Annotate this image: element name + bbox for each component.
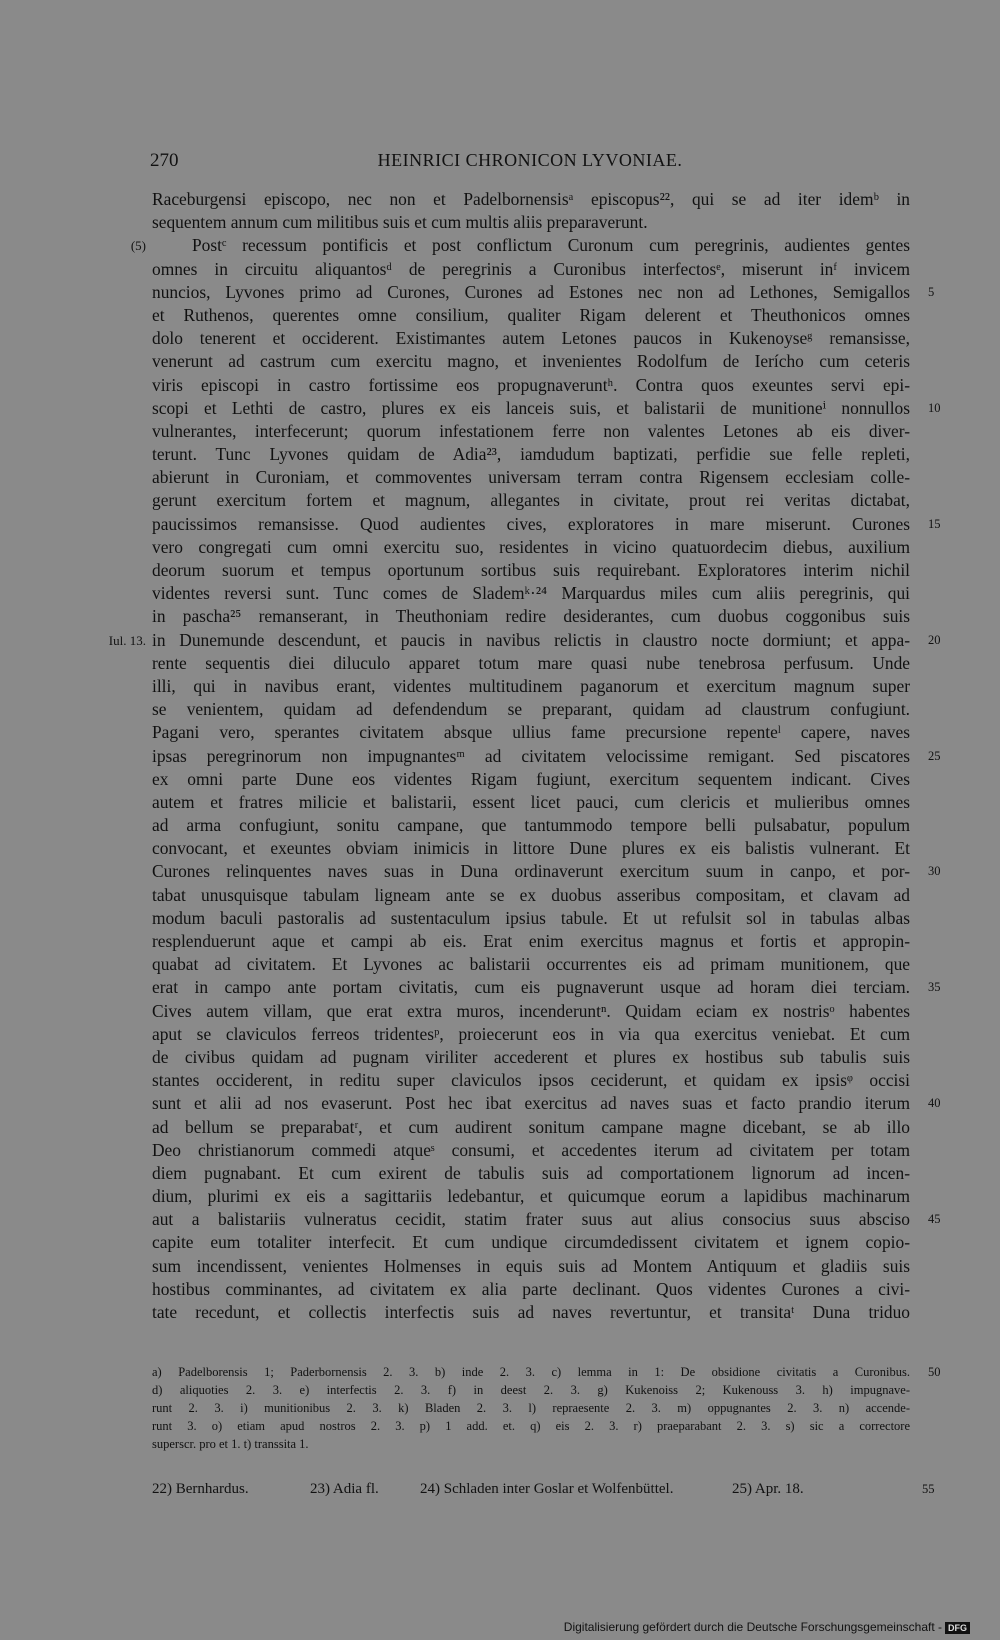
line-number: 15 bbox=[928, 516, 941, 531]
line-text: viris episcopi in castro fortissime eos propugnaveruntʰ. Contra quos exeuntes servi epi- bbox=[152, 374, 910, 395]
line-text: capite eum totaliter interfecit. Et cum undique circumdedissent civitatem et ignem copio- bbox=[152, 1232, 910, 1253]
page-header bbox=[150, 150, 910, 174]
text-line bbox=[152, 930, 910, 953]
line-number: 20 bbox=[928, 632, 941, 647]
text-line bbox=[130, 234, 910, 257]
line-number: 30 bbox=[928, 864, 941, 879]
apparatus-line bbox=[152, 1435, 910, 1453]
line-text: paucissimos remansisse. Quod audientes cives, exploratores in mare miserunt. Curones bbox=[152, 513, 910, 534]
text-line bbox=[152, 884, 910, 907]
line-text: hostibus comminantes, ad civitatem ex alia parte declinant. Quos videntes Curones a civi- bbox=[152, 1278, 910, 1299]
line-text: Deo christianorum commedi atqueˢ consumi, et accedentes iterum ad civitatem per totam bbox=[152, 1139, 910, 1160]
text-line bbox=[152, 559, 910, 582]
credit-text: Digitalisierung gefördert durch die Deutsche Forschungsgemeinschaft - bbox=[563, 1620, 942, 1634]
line-text: modum baculi pastoralis ad sustentaculum ipsius tabule. Et ut refulsit sol in tabulas albas bbox=[152, 907, 910, 928]
line-text: stantes occiderent, in reditu super claviculos ipsos ceciderunt, et quidam ex ipsisᵠ occisi bbox=[152, 1070, 910, 1091]
line-text: tabat unusquisque tabulam ligneam ante se ex duobus asseribus compositam, et clavam ad bbox=[152, 884, 910, 905]
text-line bbox=[152, 1139, 910, 1162]
line-text: Pagani vero, sperantes civitatem absque ullius fame precursione repenteˡ capere, naves bbox=[152, 722, 910, 743]
text-line bbox=[152, 1255, 910, 1278]
line-text: omnes in circuitu aliquantosᵈ de peregrinis a Curonibus interfectosᵉ, miserunt inᶠ invicem bbox=[152, 258, 910, 279]
text-line bbox=[152, 1092, 941, 1115]
line-text: nuncios, Lyvones primo ad Curones, Curones ad Estones nec non ad Lethones, Semigallos bbox=[152, 281, 910, 302]
line-text: sunt et alii ad nos evaserunt. Post hec ibat exercitus ad naves suas et facto prandio iterum bbox=[152, 1093, 910, 1114]
text-line bbox=[152, 536, 910, 559]
footnotes bbox=[152, 1479, 935, 1499]
text-line bbox=[152, 188, 910, 211]
digitization-credit bbox=[564, 1620, 970, 1634]
main-text bbox=[108, 188, 941, 1324]
line-text: rente sequentis diei diluculo apparet totum mare quasi nube tenebrosa perfusum. Unde bbox=[152, 652, 910, 673]
line-text: dium, plurimi ex eis a sagittariis ledebantur, et quicumque eorum a lapidibus machinarum bbox=[152, 1186, 910, 1207]
text-line bbox=[152, 258, 910, 281]
text-line bbox=[152, 675, 910, 698]
footnote-22: 22) Bernhardus. bbox=[152, 1481, 249, 1497]
text-line bbox=[152, 374, 910, 397]
footnote-23: 23) Adia fl. bbox=[310, 1481, 379, 1497]
line-text: scopi et Lethti de castro, plures ex eis lanceis suis, et balistarii de munitioneⁱ nonnullos bbox=[152, 397, 910, 418]
line-number: 5 bbox=[928, 284, 935, 299]
line-text: Raceburgensi episcopo, nec non et Padelbornensisᵃ episcopus²², qui se ad iter idemᵇ in bbox=[152, 189, 910, 209]
line-text: tate recedunt, et collectis interfectis suis ad naves revertuntur, et transitaᵗ Duna triduo bbox=[152, 1302, 910, 1322]
text-line bbox=[152, 652, 910, 675]
text-line bbox=[152, 466, 910, 489]
text-line bbox=[152, 397, 941, 420]
text-line bbox=[152, 304, 910, 327]
footnote-24: 24) Schladen inter Goslar et Wolfenbüttel. bbox=[420, 1481, 674, 1497]
dfg-logo: DFG bbox=[945, 1622, 970, 1634]
line-text: autem et fratres milicie et balistarii, essent licet pauci, cum clericis et mulieribus omnes bbox=[152, 791, 910, 812]
line-text: convocant, et exeuntes obviam inimicis in littore Dune plures ex eis balistis vulnerant. Et bbox=[152, 838, 910, 859]
apparatus-line bbox=[152, 1363, 941, 1381]
text-line bbox=[152, 1301, 910, 1324]
line-text: gerunt exercitum fortem et magnum, allegantes in civitate, prout rei veritas dictabat, bbox=[152, 490, 910, 511]
text-line bbox=[152, 860, 941, 883]
line-text: de civibus quidam ad pugnam viriliter accederent et plures ex hostibus sub tabulis suis bbox=[152, 1046, 910, 1067]
line-text: ipsas peregrinorum non impugnantesᵐ ad civitatem velocissime remigant. Sed piscatores bbox=[152, 745, 910, 766]
text-line bbox=[152, 281, 935, 304]
line-text: quabat ad civitatem. Et Lyvones ac balistarii occurrentes eis ad primam munitionem, que bbox=[152, 954, 910, 975]
text-line bbox=[152, 1000, 910, 1023]
critical-apparatus bbox=[152, 1363, 941, 1453]
apparatus-text: runt 2. 3. i) munitionibus 2. 3. k) Bladen 2. 3. l) repraesente 2. 3. m) oppugnantes 2. 3. n) accende- bbox=[152, 1401, 910, 1415]
margin-note: (5) bbox=[130, 238, 146, 254]
apparatus-line bbox=[152, 1399, 910, 1417]
line-number: 45 bbox=[928, 1212, 941, 1227]
line-text: Cives autem villam, que erat extra muros, incenderuntⁿ. Quidam eciam ex nostrisᵒ habentes bbox=[152, 1000, 910, 1021]
running-title: HEINRICI CHRONICON LYVONIAE. bbox=[377, 150, 683, 170]
text-line bbox=[152, 953, 910, 976]
text-line bbox=[152, 1185, 910, 1208]
line-text: aut a balistariis vulneratus cecidit, statim frater suus aut alius consocius suus absciso bbox=[152, 1209, 910, 1230]
apparatus-line bbox=[152, 1417, 910, 1435]
line-text: in Dunemunde descendunt, et paucis in navibus relictis in claustro nocte dormiunt; et appa- bbox=[152, 629, 910, 650]
text-line bbox=[152, 1023, 910, 1046]
line-text: videntes reversi sunt. Tunc comes de Slademᵏ·²⁴ Marquardus miles cum aliis peregrinis, qui bbox=[152, 583, 910, 604]
text-line bbox=[152, 698, 910, 721]
text-line bbox=[152, 1208, 941, 1231]
line-text: diem pugnabant. Et cum exirent de tabulis suis ad comportationem lignorum ad incen- bbox=[152, 1162, 910, 1183]
line-text: ex omni parte Dune eos videntes Rigam fugiunt, exercitum sequentem indicant. Cives bbox=[152, 768, 910, 789]
line-text: terunt. Tunc Lyvones quidam de Adia²³, iamdudum baptizati, perfidie sue felle repleti, bbox=[152, 444, 910, 465]
line-number: 10 bbox=[928, 400, 941, 415]
line-text: et Ruthenos, querentes omne consilium, qualiter Rigam delerent et Theuthonicos omnes bbox=[152, 304, 910, 325]
line-text: ad bellum se preparabatʳ, et cum audirent sonitum campane magne dicebant, se ab illo bbox=[152, 1116, 910, 1137]
text-line bbox=[152, 350, 910, 373]
apparatus-text: a) Padelborensis 1; Paderbornensis 2. 3. b) inde 2. 3. c) lemma in 1: De obsidione civitatis a Curonibus. bbox=[152, 1365, 910, 1379]
text-line bbox=[152, 721, 910, 744]
text-line bbox=[152, 1069, 910, 1092]
line-text: dolo tenerent et occiderent. Existimantes autem Letones paucos in Kukenoyseᵍ remansisse, bbox=[152, 328, 910, 349]
apparatus-text: d) aliquoties 2. 3. e) interfectis 2. 3. f) in deest 2. 3. g) Kukenoiss 2; Kukenouss 3. h) impugnave- bbox=[152, 1383, 910, 1397]
line-text: vulnerantes, interfecerunt; quorum infestationem ferre non valentes Letones ab eis diver- bbox=[152, 420, 910, 441]
line-text: Curones relinquentes naves suas in Duna ordinaverunt exercitum suum in canpo, et por- bbox=[152, 861, 910, 882]
text-line bbox=[152, 791, 910, 814]
text-line bbox=[152, 605, 910, 628]
text-line bbox=[152, 976, 941, 999]
text-line bbox=[152, 513, 941, 536]
footnote-25: 25) Apr. 18. bbox=[732, 1481, 804, 1497]
text-line bbox=[152, 745, 941, 768]
text-line bbox=[152, 327, 910, 350]
line-text: deorum suorum et tempus oportunum sortibus suis requirebant. Exploratores interim nichil bbox=[152, 560, 910, 580]
apparatus-text: runt 3. o) etiam apud nostros 2. 3. p) 1 add. et. q) eis 2. 3. r) praeparabant 2. 3. s) sic a correctore bbox=[152, 1419, 910, 1433]
text-line bbox=[152, 1231, 910, 1254]
line-text: abierunt in Curoniam, et commoventes universam terram contra Rigensem ecclesiam colle- bbox=[152, 467, 910, 488]
text-line bbox=[152, 582, 910, 605]
line-text: venerunt ad castrum cum exercitu magno, et invenientes Rodolfum de Ierícho cum ceteris bbox=[152, 351, 910, 372]
line-text: ad arma confugiunt, sonitu campane, que tantummodo tempore belli pulsabatur, populum bbox=[152, 815, 910, 836]
text-line bbox=[152, 1116, 910, 1139]
line-text: Postᶜ recessum pontificis et post conflictum Curonum cum peregrinis, audientes gentes bbox=[192, 235, 910, 256]
line-text: vero congregati cum omni exercitu suo, residentes in vicino quatuordecim diebus, auxilium bbox=[152, 536, 910, 557]
line-text: sequentem annum cum militibus suis et cum multis aliis preparaverunt. bbox=[152, 212, 648, 233]
text-line bbox=[152, 907, 910, 930]
page-number: 270 bbox=[150, 150, 179, 171]
line-number: 35 bbox=[928, 980, 941, 995]
line-text: erat in campo ante portam civitatis, cum eis pugnaverunt usque ad horam diei terciam. bbox=[152, 977, 910, 998]
text-line bbox=[152, 768, 910, 791]
apparatus-text: superscr. pro et 1. t) transsita 1. bbox=[152, 1437, 309, 1451]
text-line bbox=[152, 1278, 910, 1301]
margin-note: Iul. 13. bbox=[108, 632, 146, 648]
line-text: in pascha²⁵ remanserant, in Theuthoniam redire desiderantes, cum duobus coggonibus suis bbox=[152, 606, 910, 627]
line-text: illi, qui in navibus erant, videntes multitudinem paganorum et exercitum magnum super bbox=[152, 675, 910, 696]
text-line bbox=[152, 420, 910, 443]
text-line bbox=[108, 629, 941, 652]
text-line bbox=[152, 814, 910, 837]
text-line bbox=[152, 1046, 910, 1069]
text-line bbox=[152, 1162, 910, 1185]
text-line bbox=[152, 211, 910, 234]
text-line bbox=[152, 837, 910, 860]
text-line bbox=[152, 443, 910, 466]
line-number: 25 bbox=[928, 748, 941, 763]
line-text: resplenduerunt aque et campi ab eis. Erat enim exercitus magnus et fortis et appropin- bbox=[152, 931, 910, 951]
text-line bbox=[152, 489, 910, 512]
line-number: 55 bbox=[922, 1482, 935, 1496]
line-text: se venientem, quidam ad defendendum se preparant, quidam ad claustrum confugiunt. bbox=[152, 699, 910, 720]
line-text: sum incendissent, venientes Holmenses in equis suis ad Montem Antiquum et gladiis suis bbox=[152, 1255, 910, 1276]
line-text: aput se claviculos ferreos tridentesᵖ, proiecerunt eos in via qua exercitus veniebat. Et cum bbox=[152, 1023, 910, 1044]
line-number: 40 bbox=[928, 1096, 941, 1111]
line-number: 50 bbox=[928, 1365, 941, 1379]
apparatus-line bbox=[152, 1381, 910, 1399]
